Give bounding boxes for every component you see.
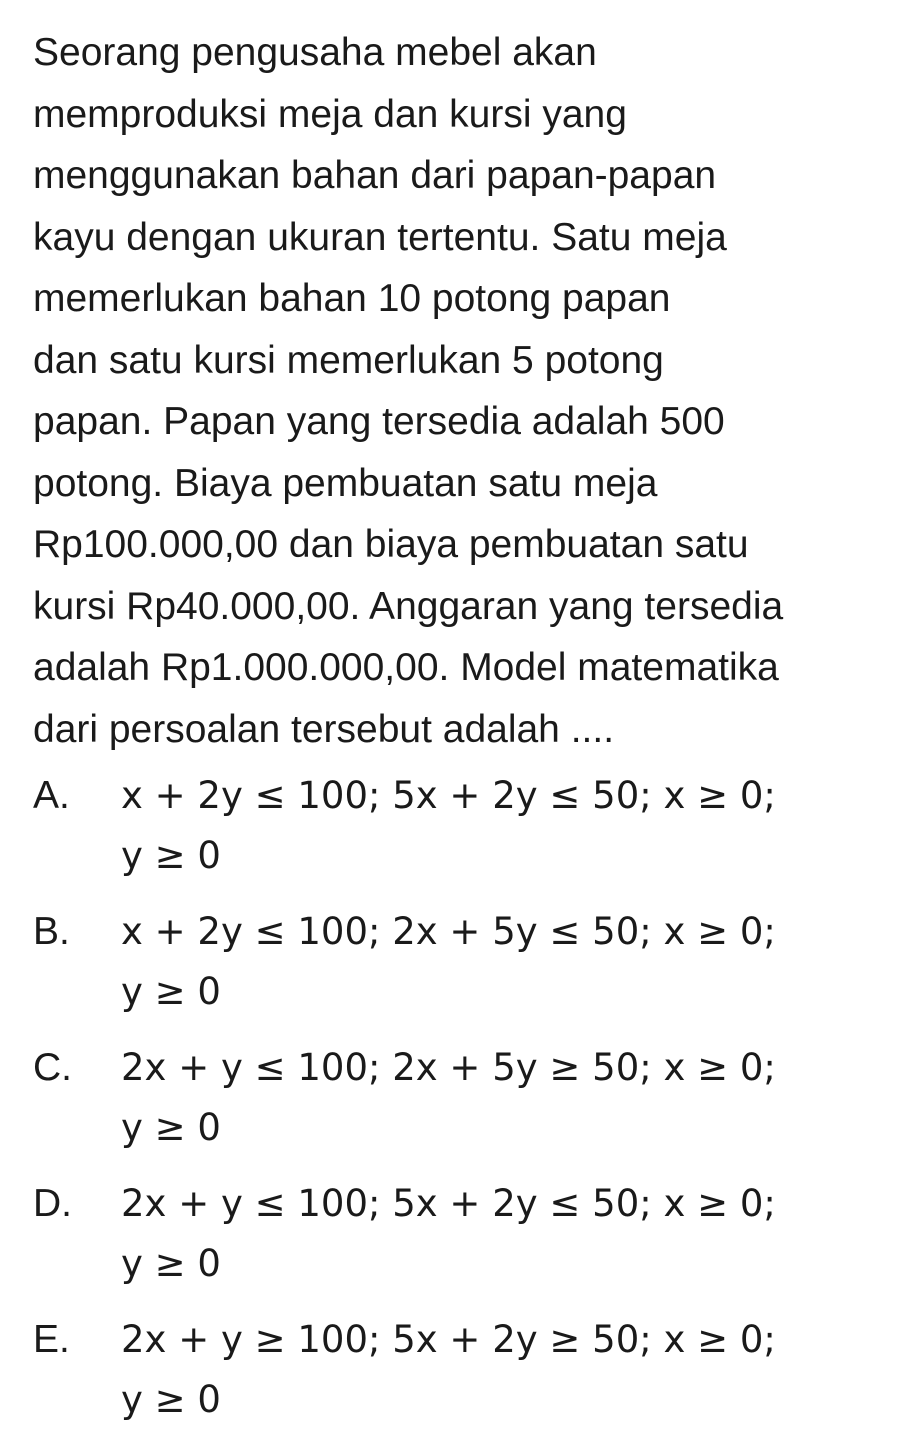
option-text-line-1: x + 2y ≤ 100; 5x + 2y ≤ 50; x ≥ 0; <box>121 774 776 817</box>
option-text-line-2: y ≥ 0 <box>121 970 221 1013</box>
question-line: kayu dengan ukuran tertentu. Satu meja <box>33 215 727 259</box>
question-line: memerlukan bahan 10 potong papan <box>33 277 671 320</box>
question-line: memproduksi meja dan kursi yang <box>33 92 627 136</box>
question-text <box>33 22 883 760</box>
option-letter: B. <box>33 910 70 953</box>
question-line: adalah Rp1.000.000,00. Model matematika <box>33 646 779 689</box>
question-line: dan satu kursi memerlukan 5 potong <box>33 338 664 382</box>
option-letter: A. <box>33 774 70 817</box>
answer-options <box>33 766 883 1446</box>
option-text-line-1: x + 2y ≤ 100; 2x + 5y ≤ 50; x ≥ 0; <box>121 910 776 953</box>
option-c[interactable] <box>33 1038 883 1174</box>
option-text-line-1: 2x + y ≥ 100; 5x + 2y ≥ 50; x ≥ 0; <box>121 1318 776 1361</box>
option-b[interactable] <box>33 902 883 1038</box>
question-line: papan. Papan yang tersedia adalah 500 <box>33 400 725 443</box>
question-line: menggunakan bahan dari papan-papan <box>33 154 717 197</box>
option-letter: E. <box>33 1318 70 1361</box>
option-text-line-2: y ≥ 0 <box>121 1378 221 1421</box>
question-line: dari persoalan tersebut adalah .... <box>33 707 615 751</box>
option-letter: D. <box>33 1182 72 1225</box>
option-text-line-1: 2x + y ≤ 100; 5x + 2y ≤ 50; x ≥ 0; <box>121 1182 776 1225</box>
question-line: potong. Biaya pembuatan satu meja <box>33 461 658 505</box>
question-document <box>33 22 883 1446</box>
option-letter: C. <box>33 1046 72 1089</box>
question-line: Rp100.000,00 dan biaya pembuatan satu <box>33 523 749 566</box>
question-line: kursi Rp40.000,00. Anggaran yang tersedia <box>33 584 784 628</box>
option-d[interactable] <box>33 1174 883 1310</box>
question-line: Seorang pengusaha mebel akan <box>33 31 597 74</box>
option-text-line-2: y ≥ 0 <box>121 1106 221 1149</box>
option-a[interactable] <box>33 766 883 902</box>
option-e[interactable] <box>33 1310 883 1446</box>
option-text-line-2: y ≥ 0 <box>121 1242 221 1285</box>
option-text-line-2: y ≥ 0 <box>121 834 221 877</box>
option-text-line-1: 2x + y ≤ 100; 2x + 5y ≥ 50; x ≥ 0; <box>121 1046 776 1089</box>
